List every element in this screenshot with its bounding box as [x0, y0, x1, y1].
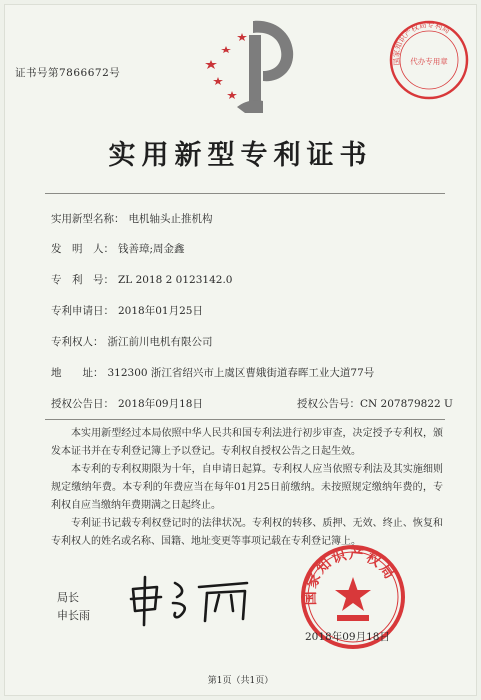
patent-number-value: ZL 2018 2 0123142.0 [118, 274, 233, 286]
patentee-label: 专利权人： [51, 336, 104, 348]
address-label: 地 址： [51, 367, 104, 379]
certificate-page [4, 4, 477, 696]
body-paragraph: 本专利的专利权期限为十年，自申请日起算。专利权人应当依照专利法及其实施细则规定缴纳年费。本专利的年费应当在每年01月25日前缴纳。未按照规定缴纳年费的，专利权自应当缴纳年费期满之日起终止。 [51, 464, 443, 511]
page-footer: 第1页（共1页） [207, 676, 274, 686]
handwritten-signature-icon [127, 573, 259, 627]
divider [45, 193, 445, 194]
svg-text:代办专用章: 代办专用章 [410, 57, 448, 66]
grant-date-row [51, 396, 203, 411]
patent-number-label: 专 利 号： [51, 274, 114, 286]
patent-number-row [51, 272, 232, 287]
filing-date-value: 2018年01月25日 [118, 305, 203, 317]
inventor-value: 钱善璋;周金鑫 [118, 243, 185, 255]
patentee-value: 浙江前川电机有限公司 [107, 336, 213, 348]
svg-text:国家知识产权局: 国家知识产权局 [302, 546, 399, 606]
signatory-title: 局长 [57, 591, 79, 604]
filing-date-row [51, 303, 203, 318]
certificate-title: 实用新型专利证书 [108, 140, 373, 171]
agency-seal-icon [388, 19, 470, 101]
grant-date-label: 授权公告日： [51, 398, 114, 410]
body-paragraph: 本实用新型经过本局依照中华人民共和国专利法进行初步审查，决定授予专利权，颁发本证书并在专利登记簿上予以登记。专利权自授权公告之日起生效。 [51, 428, 443, 457]
grant-date-value: 2018年09月18日 [118, 398, 203, 410]
patent-office-logo-icon [201, 13, 309, 121]
certificate-number: 证书号第7866672号 [15, 67, 121, 79]
utility-model-name-value: 电机轴头止推机构 [128, 213, 213, 225]
filing-date-label: 专利申请日： [51, 305, 114, 317]
inventor-row [51, 241, 185, 256]
grant-number-row [297, 396, 453, 411]
address-value: 312300 浙江省绍兴市上虞区曹娥街道春晖工业大道77号 [107, 367, 375, 379]
grant-number-label: 授权公告号： [297, 398, 360, 410]
signatory-name: 申长雨 [57, 609, 90, 622]
address-row [51, 365, 374, 380]
inventor-label: 发 明 人： [51, 243, 114, 255]
body-paragraph: 专利证书记载专利权登记时的法律状况。专利权的转移、质押、无效、终止、恢复和专利权人的姓名或名称、国籍、地址变更等事项记载在专利登记簿上。 [51, 518, 443, 547]
utility-model-name-label: 实用新型名称： [51, 213, 125, 225]
grant-number-value: CN 207879822 U [360, 398, 453, 410]
svg-text:国家知识产权局专利局: 国家知识产权局专利局 [391, 20, 452, 67]
patentee-row [51, 334, 213, 349]
stamp-date: 2018年09月18日 [305, 631, 390, 643]
certificate-body [51, 425, 443, 551]
utility-model-name-row [51, 211, 213, 226]
divider [45, 419, 445, 420]
